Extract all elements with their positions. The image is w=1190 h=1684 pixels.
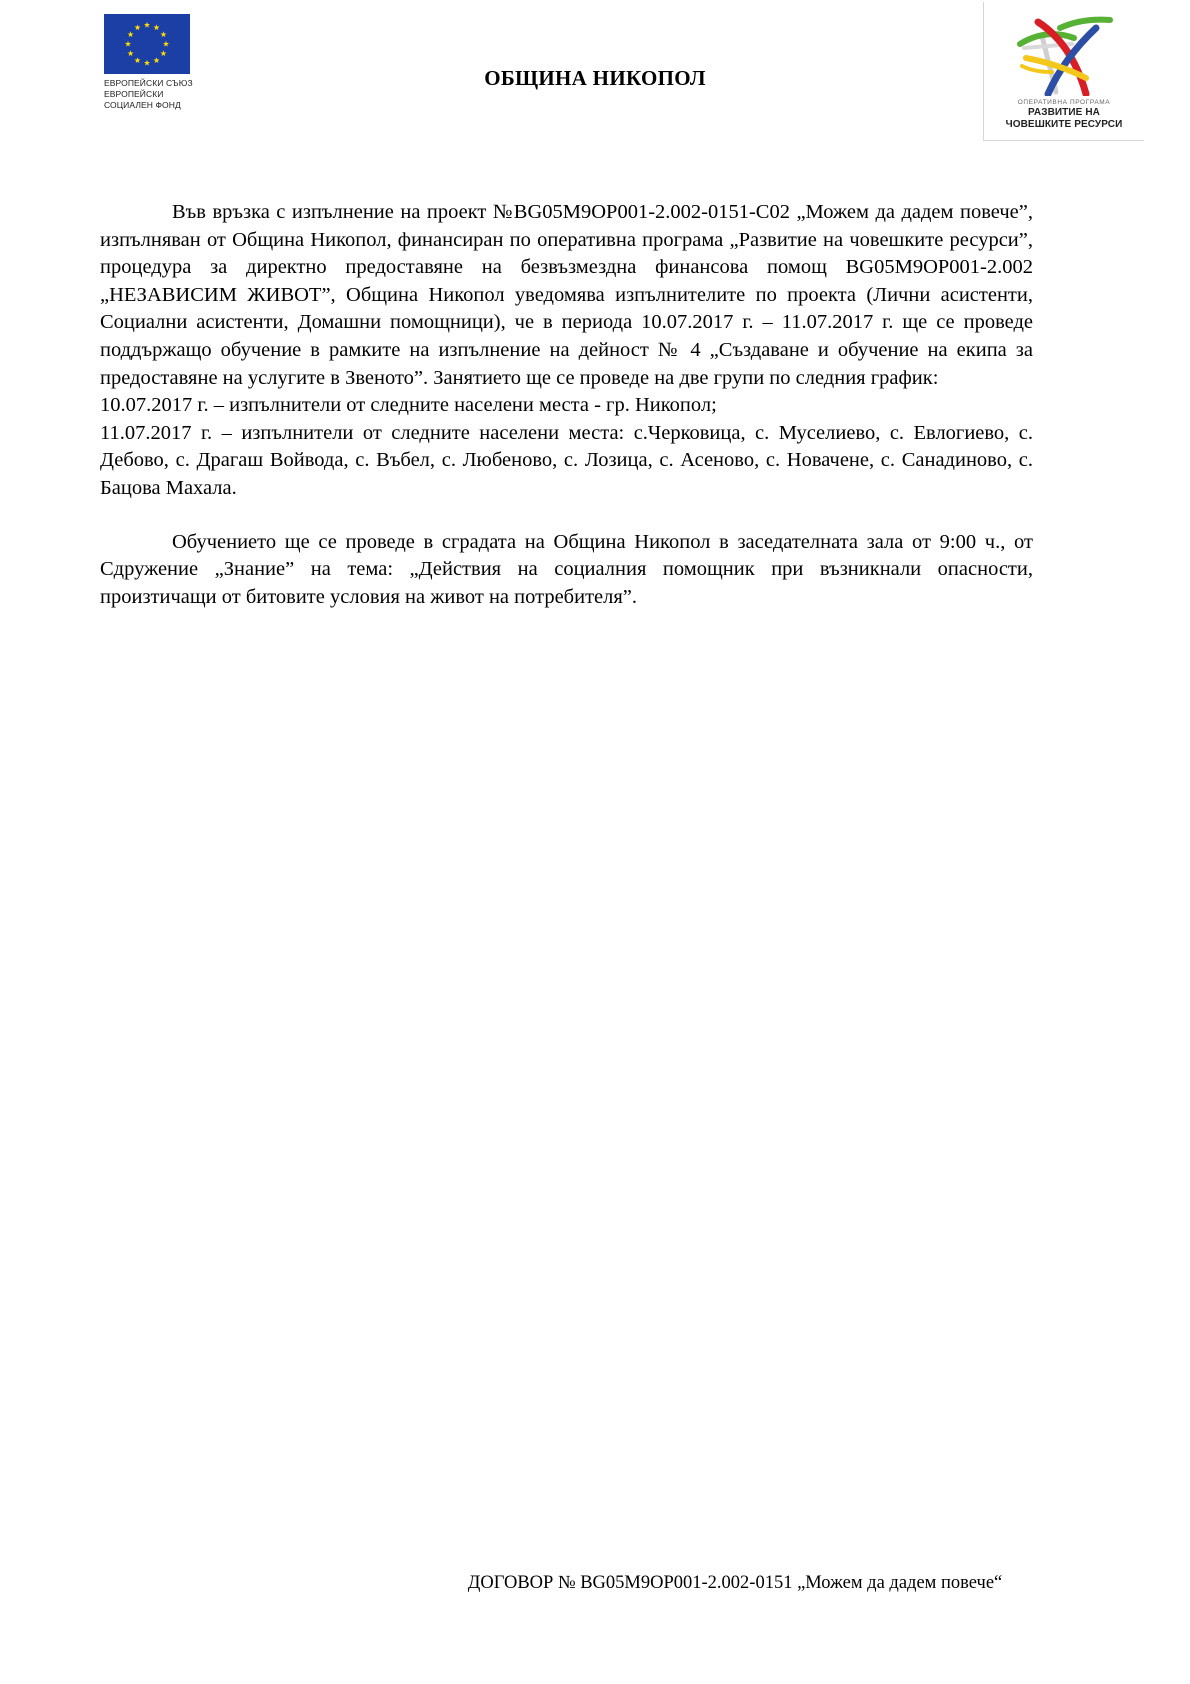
eu-star-icon	[134, 24, 140, 30]
eu-star-icon	[160, 31, 166, 37]
eu-star-icon	[163, 41, 169, 47]
op-hrd-logo-text	[984, 98, 1144, 131]
eu-star-icon	[134, 57, 140, 63]
eu-star-icon	[128, 31, 134, 37]
paragraph-spacer	[100, 503, 1033, 529]
eu-star-icon	[160, 50, 166, 56]
eu-star-icon	[153, 57, 159, 63]
op-logo-small-line: ОПЕРАТИВНА ПРОГРАМА	[1017, 99, 1111, 106]
eu-flag-icon	[104, 14, 190, 74]
op-hrd-mark-icon	[1012, 14, 1116, 96]
eu-star-icon	[128, 50, 134, 56]
page-title: ОБЩИНА НИКОПОЛ	[484, 66, 706, 90]
schedule-line: 10.07.2017 г. – изпълнители от следните населени места - гр. Никопол;	[100, 394, 717, 417]
op-hrd-logo	[983, 2, 1144, 141]
paragraph-intro: Във връзка с изпълнение на проект №BG05M9OP001-2.002-0151-C02 „Можем да дадем повече”, изпълняван от Община Никопол, финансиран по оперативна програма „Развитие на човешките ресурси”, процедура за директно предоставяне на безвъзмездна финансова помощ BG05M9OP001-2.002 „НЕЗАВИСИМ ЖИВОТ”, Община Никопол уведомява изпълнителите по проекта (Лични асистенти, Социални асистенти, Домашни помощници), че в периода 10.07.2017 г. – 11.07.2017 г. ще се проведе поддържащо обучение в рамките на изпълнение на дейност № 4 „Създаване и обучение на екипа за предоставяне на услугите в Звеното”. Занятието ще се проведе на две групи по следния график:	[100, 201, 1033, 389]
eu-star-icon	[144, 22, 150, 28]
eu-star-icon	[153, 24, 159, 30]
eu-caption-line: ЕВРОПЕЙСКИ СЪЮЗ	[104, 78, 193, 88]
footer-contract: ДОГОВОР № BG05M9OP001-2.002-0151 „Можем да дадем повече“	[467, 1573, 1003, 1593]
eu-caption-line: СОЦИАЛЕН ФОНД	[104, 100, 181, 110]
paragraph-training-details: Обучението ще се проведе в сградата на Община Никопол в заседателната зала от 9:00 ч., от Сдружение „Знание” на тема: „Действия на социалния помощник при възникнали опасности, произтичащи от битовите условия на живот на потребителя”.	[100, 530, 1033, 608]
op-logo-line: ЧОВЕШКИТЕ РЕСУРСИ	[1005, 119, 1123, 130]
document-body	[100, 199, 1033, 611]
eu-star-icon	[125, 41, 131, 47]
op-logo-line: РАЗВИТИЕ НА	[1028, 107, 1100, 118]
eu-caption-line: ЕВРОПЕЙСКИ	[104, 89, 164, 99]
schedule-line: 11.07.2017 г. – изпълнители от следните населени места: с.Черковица, с. Муселиево, с. Евлогиево, с. Дебово, с. Драгаш Войвода, с. Въбел, с. Любеново, с. Лозица, с. Асеново, с. Новачене, с. Санадиново, с. Бацова Махала.	[100, 421, 1033, 499]
eu-star-icon	[144, 60, 150, 66]
